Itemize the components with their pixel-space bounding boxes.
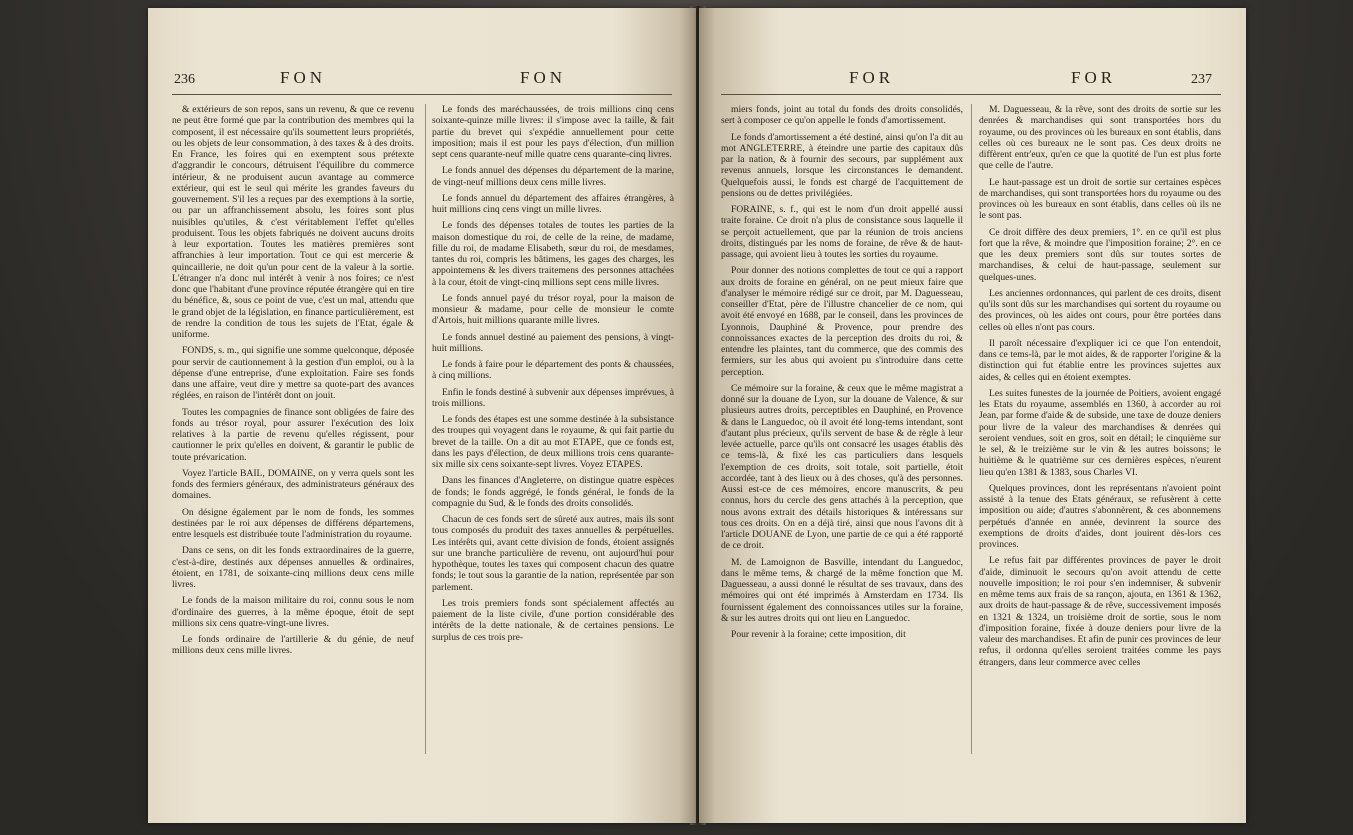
running-header-left: FOR xyxy=(849,68,895,87)
paragraph: Les trois premiers fonds sont spécialement affectés au paiement de la liste civile, d'une portion considérable des intérêts de la dette nationale, & de certaines pensions. Le surplus de ces trois pre- xyxy=(432,597,674,643)
paragraph: & extérieurs de son repos, sans un revenu, & que ce revenu ne peut être formé que par la contribution des membres qui la composent, il est nécessaire qu'ils soumettent leurs propriétés, ou les objets de leur consommation, à des taxes & à des droits. En France, les foires qui en exemptent sous prétexte d'aggrandir le concours, détruisent l'équilibre du commerce intérieur, & ne produisent aucun avantage au commerce extérieur, qui est le seul qui mérite les grandes faveurs du gouvernement. S'il les a reçues par des exemptions à la sortie, ou par un affranchissement absolu, les foires sont plus nuisibles qu'utiles, & c'est véritablement l'effet qu'elles produisent. Tous les objets fabriqués ne doivent aucuns droits à leur exportation. Toutes les matières premières sont affranchies à leur importation. Tout ce qui est mercerie & quincaillerie, ne doit qu'un pour cent de la valeur à la sortie. L'étranger n'a donc nul intérêt à venir à nos foires; ce n'est donc que l'habitant d'une province réputée étrangère qui en tire du bénéfice, &, sous ce point de vue, c'est un mal, attendu que le grand objet de la législation, en finance particulièrement, est de rendre la condition de tous les sujets de l'Etat, égale & uniforme. xyxy=(172,104,414,340)
paragraph: Le fonds annuel des dépenses du département de la marine, de vingt-neuf millions deux cens mille livres. xyxy=(432,165,674,188)
paragraph: Le fonds ordinaire de l'artillerie & du génie, de neuf millions deux cens mille livres. xyxy=(172,634,414,657)
paragraph: Dans les finances d'Angleterre, on distingue quatre espèces de fonds; le fonds aggrégé, le fonds général, le fonds de la compagnie du Sud, & le fonds des droits consolidés. xyxy=(432,475,674,509)
paragraph: Toutes les compagnies de finance sont obligées de faire des fonds au trésor royal, pour assurer l'exécution des loix relatives à la partie de revenu qu'elles régissent, pour cautionner le prix qu'elles en doivent, & garantir le public de toute prévarication. xyxy=(172,406,414,463)
header-rule xyxy=(172,94,672,95)
paragraph: M. de Lamoignon de Basville, intendant du Languedoc, dans le même tems, & chargé de la même fonction que M. Daguesseau, a aussi donné le résultat de ses travaux, dans des mémoires qui ont été imprimés à Amsterdam en 1734. Ils fournissent également des connoissances utiles sur la foraine, & sur les autres droits qui ont lieu en Languedoc. xyxy=(721,556,963,624)
column-divider xyxy=(971,104,972,754)
left-page xyxy=(148,8,696,823)
right-page xyxy=(699,8,1246,823)
header-rule xyxy=(721,94,1221,95)
paragraph: Enfin le fonds destiné à subvenir aux dépenses imprévues, à trois millions. xyxy=(432,386,674,409)
paragraph: Le fonds des maréchaussées, de trois millions cinq cens soixante-quinze mille livres: il s'impose avec la taille, & fait partie du brevet qui s'expédie annuellement pour cette imposition; mais il est pour les pays d'élection, d'un million sept cens quarante-neuf mille quatre cens quarante-cinq livres. xyxy=(432,104,674,160)
paragraph: Le fonds des dépenses totales de toutes les parties de la maison domestique du roi, de celle de la reine, de madame, fille du roi, de madame Elisabeth, sœur du roi, de mesdames, tantes du roi, compris les bâtimens, les gages des charges, les appointemens & les divers traitemens des personnes attachées à la cour, étoit de vingt-cinq millions sept cens mille livres. xyxy=(432,220,674,288)
paragraph: miers fonds, joint au total du fonds des droits consolidés, sert à composer ce qu'on appelle le fonds d'amortissement. xyxy=(721,104,963,127)
left-column-1 xyxy=(172,104,414,662)
running-header-right: FOR xyxy=(1071,68,1117,87)
paragraph: Les suites funestes de la journée de Poitiers, avoient engagé les Etats du royaume, assemblés en 1360, à accorder au roi Jean, par forme d'aide & de subside, une taxe de douze deniers pour livre de la valeur des marchandises & denrées qui seroient vendues, soit en gros, soit en détail; le cinquième sur le sel, & le treizième sur le vin & les autres boissons; le huitième & le quatrième sur ces dernières espèces, n'eurent lieu qu'en 1381 & 1383, sous Charles VI. xyxy=(979,387,1221,478)
paragraph: Le fonds annuel destiné au paiement des pensions, à vingt-huit millions. xyxy=(432,331,674,354)
paragraph: Dans ce sens, on dit les fonds extraordinaires de la guerre, c'est-à-dire, destinés aux dépenses annuelles & ordinaires, étoient, en 1781, de soixante-cinq millions deux cens mille livres. xyxy=(172,545,414,590)
paragraph: Les anciennes ordonnances, qui parlent de ces droits, disent qu'ils sont dûs sur les marchandises qui sortent du royaume ou des provinces, où les aides ont cours, pour être portées dans celles où elles n'ont pas cours. xyxy=(979,287,1221,333)
paragraph: Pour revenir à la foraine; cette imposition, dit xyxy=(731,629,906,640)
paragraph: Le refus fait par différentes provinces de payer le droit d'aide, diminuoit le secours qu'on avoit attendu de cette nouvelle imposition; le roi pour s'en indemniser, & subvenir en même tems aux frais de sa rançon, ajouta, en 1361 & 1362, aux droits de haut-passage & de rêve, successivement imposés en 1321 & 1324, un troisième droit de sortie, sous le nom d'imposition foraine, fixée à douze deniers pour livre de la valeur des marchandises. Et afin de punir ces provinces de leur refus, il ordonna qu'elles seroient traitées comme les pays étrangers, dans leur commerce avec celles xyxy=(979,555,1221,668)
paragraph: On désigne également par le nom de fonds, les sommes destinées par le roi aux dépenses de différens départemens, entre lesquels est distribuée toute l'administration du royaume. xyxy=(172,506,414,540)
page-number: 237 xyxy=(1191,72,1212,87)
running-header-right: FON xyxy=(520,68,567,87)
paragraph: Le fonds annuel payé du trésor royal, pour la maison de monsieur & madame, pour celle de monsieur le comte d'Artois, huit millions quarante mille livres. xyxy=(432,292,674,327)
paragraph: Le haut-passage est un droit de sortie sur certaines espèces de marchandises, qui sont transportées hors du royaume ou des provinces où les bureaux en sont établis, dans celles où ils ne le sont pas. xyxy=(979,176,1221,222)
page-number: 236 xyxy=(174,72,195,87)
paragraph: Chacun de ces fonds sert de sûreté aux autres, mais ils sont tous composés du produit des taxes annuelles & perpétuelles. Les intérêts qui, avant cette division de fonds, étoient assignés sur une branche particulière de revenu, ont aujourd'hui pour hypothèque, toutes les taxes qui composent chacun des quatre fonds; le tout sous la garantie de la nation, représentée par son parlement. xyxy=(432,514,674,593)
paragraph: Quelques provinces, dont les représentans n'avoient point assisté à la tenue des Etats généraux, se refusèrent à cette imposition ou aide; d'autres s'abonnèrent, & ces abonnemens perpétués d'année en année, devinrent la source des exemptions de droits d'aides, dont jouirent dès-lors ces provinces. xyxy=(979,482,1221,550)
running-header-left: FON xyxy=(280,68,327,87)
paragraph: Le fonds de la maison militaire du roi, connu sous le nom d'ordinaire des guerres, à la même époque, étoit de sept millions six cens quatre-vingt-une livres. xyxy=(172,595,414,629)
paragraph: Il paroît nécessaire d'expliquer ici ce que l'on entendoit, dans ce tems-là, par le mot aides, & de rapporter l'origine & la distinction qui fut établie entre les provinces sujettes aux aides, & celles qui en étoient exemptes. xyxy=(979,337,1221,383)
paragraph: Le fonds annuel du département des affaires étrangères, à huit millions cinq cens vingt un mille livres. xyxy=(432,192,674,215)
paragraph: M. Daguesseau, & la rêve, sont des droits de sortie sur les denrées & marchandises qui sont transportées hors du royaume, ou des provinces où les bureaux en sont établis, dans celles où ces bureaux ne le sont pas. Ces deux droits ne diffèrent entr'eux, qu'en ce que la quotité de l'un est plus forte que celle de l'autre. xyxy=(979,104,1221,172)
right-column-2 xyxy=(979,104,1221,673)
paragraph: FONDS, s. m., qui signifie une somme quelconque, déposée pour servir de cautionnement à la gestion d'un emploi, ou à la dépense d'une entreprise, d'une exploitation. Faire ses fonds dans une affaire, veut dire y mettre sa quote-part des avances réglées, en raison de l'intérêt dont on jouit. xyxy=(172,345,414,402)
paragraph: Le fonds d'amortissement a été destiné, ainsi qu'on l'a dit au mot ANGLETERRE, à éteindre une partie des capitaux dûs par la nation, & à fournir des secours, par supplément aux revenus annuels, lorsque les circonstances le demandent. Quelquefois aussi, le fonds est chargé de l'acquittement de pensions ou de dettes privilégiées. xyxy=(721,131,963,199)
paragraph: Ce droit diffère des deux premiers, 1°. en ce qu'il est plus fort que la rêve, & moindre que l'imposition foraine; 2°. en ce que les deux premiers sont dûs sur toutes sortes de marchandises, & celui de haut-passage, seulement sur quelques-unes. xyxy=(979,226,1221,283)
paragraph: Pour donner des notions complettes de tout ce qui a rapport aux droits de foraine en général, on ne peut mieux faire que d'analyser le mémoire rédigé sur ce droit, par M. Daguesseau, conseiller d'Etat, père de l'illustre chancelier de ce nom, qui avoit été envoyé en 1688, par le conseil, dans les provinces de Lyonnois, Dauphiné & Provence, pour prendre des connoissances exactes de la perception des droits du roi, & entendre les plaintes, tant du commerce, que des commis des fermiers, sur les abus qui avoient pu s'introduire dans cette perception. xyxy=(721,265,963,378)
paragraph: Ce mémoire sur la foraine, & ceux que le même magistrat a donné sur la douane de Lyon, sur la douane de Valence, & sur plusieurs autres droits, perceptibles en Dauphiné, en Provence & dans le Languedoc, où il avoit été long-tems intendant, sont d'autant plus précieux, qu'ils servent de base & de règle à leur levée actuelle, parce qu'ils ont consacré les usages établis dès ce tems-là, & fixé les cas particuliers dans lesquels l'exemption de ces droits, soit totale, soit partielle, étoit accordée, tant à des lieux ou à des choses, qu'à des personnes. Aussi est-ce de ces mémoires, encore manuscrits, & peu connus, hors du cercle des gens attachés à la perception, que nous avons extrait des détails historiques & intéressans sur tous ces droits. On en a déjà tiré, ainsi que nous l'avons dit à l'article DOUANE de Lyon, une partie de ce qui a été rapporté de ce droit. xyxy=(721,382,963,552)
left-column-2 xyxy=(432,104,674,648)
paragraph: Le fonds des étapes est une somme destinée à la subsistance des troupes qui voyagent dans le royaume, & qui fait partie du brevet de la taille. On a dit au mot ETAPE, que ce fonds est, dans les pays d'élection, de deux millions trois cens quarante-six mille six cens soixante-sept livres. Voyez ETAPES. xyxy=(432,414,674,470)
paragraph: Le fonds à faire pour le département des ponts & chaussées, à cinq millions. xyxy=(432,359,674,382)
paragraph: Voyez l'article BAIL, DOMAINE, on y verra quels sont les fonds des fermiers généraux, des administrateurs généraux des domaines. xyxy=(172,467,414,502)
column-divider xyxy=(425,104,426,754)
paragraph: FORAINE, s. f., qui est le nom d'un droit appellé aussi traite foraine. Ce droit n'a plus de consistance sous laquelle il se perçoit actuellement, que par la réunion de trois anciens droits, distingués par les noms de foraine, de rêve & de haut-passage, qui avoient lieu à toutes les sorties du royaume. xyxy=(721,204,963,260)
right-column-1 xyxy=(721,104,963,645)
